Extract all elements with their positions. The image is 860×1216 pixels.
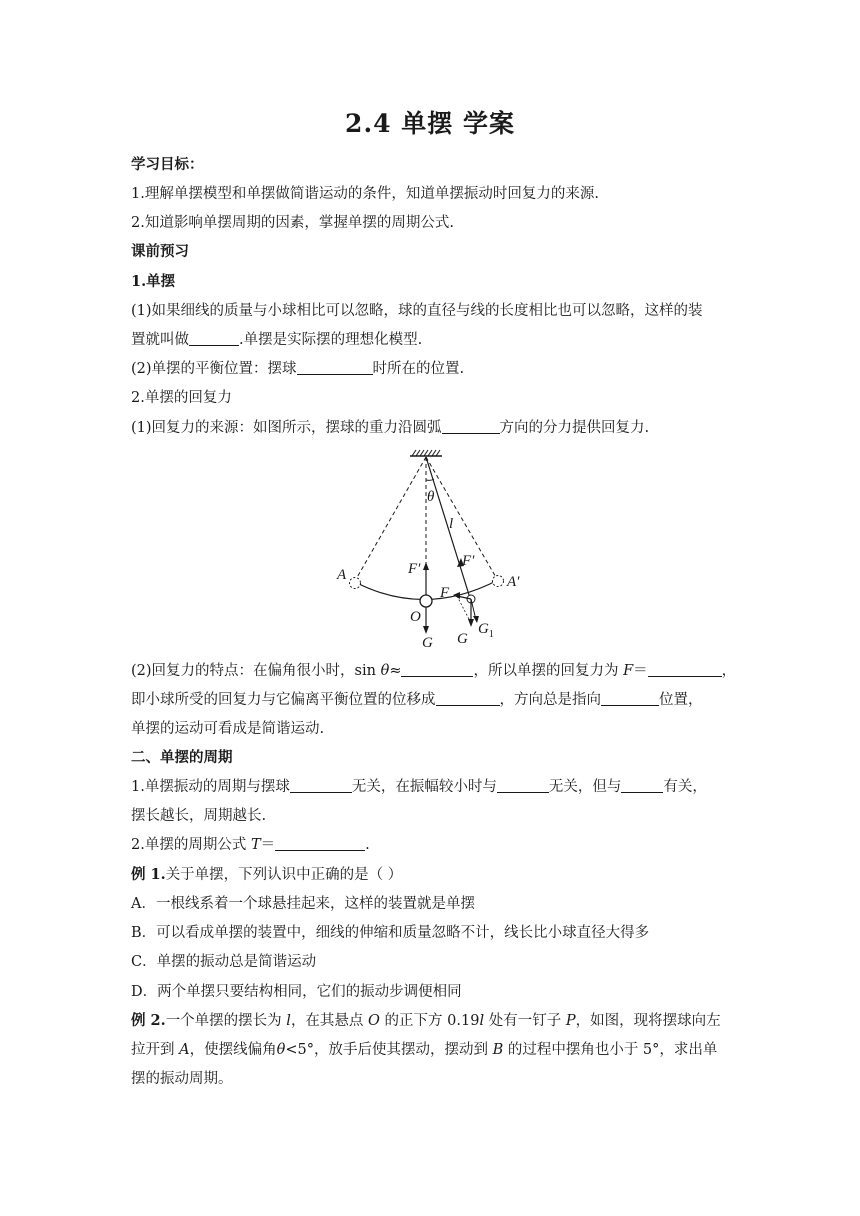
text: 无关，在振幅较小时与 (351, 779, 497, 795)
arrow-f-prime-left (423, 562, 429, 570)
label-l: l (449, 516, 454, 532)
symbol: P (565, 1013, 576, 1029)
label-theta: θ (427, 489, 435, 505)
label-o: O (410, 609, 421, 625)
theta-symbol: θ (380, 663, 390, 679)
paragraph-pendulum-definition-1: (1)如果细线的质量与小球相比可以忽略，球的直径与线的长度相比也可以忽略，这样的装 (131, 303, 703, 319)
text: 置就叫做 (131, 332, 189, 348)
string-solid (426, 457, 470, 598)
fill-blank[interactable] (621, 778, 663, 793)
text: 拉开到 (131, 1042, 180, 1058)
text: 1.单摆振动的周期与摆球 (131, 779, 290, 795)
example-2-line-3: 摆的振动周期。 (131, 1071, 233, 1087)
paragraph-period-1 (131, 777, 731, 797)
symbol: O (368, 1013, 380, 1029)
objective-item-1: 1.理解单摆模型和单摆做简谐运动的条件，知道单摆振动时回复力的来源. (131, 186, 599, 202)
fill-blank[interactable] (189, 331, 239, 346)
text: 即小球所受的回复力与它偏离平衡位置的位移成 (131, 692, 436, 708)
fill-blank[interactable] (401, 662, 473, 677)
ball-position-a (350, 578, 361, 589)
text: 的正下方 0.19 (379, 1013, 480, 1029)
text: ，所以单摆的回复力为 (473, 663, 624, 679)
text: ≈ (389, 663, 402, 679)
text: ＝ (633, 663, 648, 679)
example-1-question (131, 865, 731, 885)
fill-blank[interactable] (601, 691, 659, 706)
text: .单摆是实际摆的理想化模型. (239, 332, 423, 348)
text: 位置， (659, 692, 703, 708)
text: 方向的分力提供回复力. (499, 420, 650, 436)
ball-position-a-prime (493, 576, 504, 587)
text: ＝ (260, 837, 276, 853)
section-restoring-force-heading: 2.单摆的回复力 (131, 390, 232, 406)
paragraph-force-feature-2 (131, 690, 731, 710)
paragraph-period-2: 摆长越长，周期越长. (131, 808, 267, 824)
objective-item-2: 2.知道影响单摆周期的因素，掌握单摆的周期公式. (131, 215, 454, 231)
preview-heading: 课前预习 (131, 243, 189, 260)
text: 无关，但与 (548, 779, 622, 795)
symbol: B (492, 1042, 504, 1058)
fill-blank[interactable] (290, 778, 352, 793)
fill-blank[interactable] (497, 778, 549, 793)
example-2-label: 例 2. (131, 1012, 166, 1029)
period-heading: 二、单摆的周期 (131, 749, 233, 766)
example-2-line-1 (131, 1011, 731, 1031)
symbol: A (179, 1042, 190, 1058)
fill-blank[interactable] (648, 662, 722, 677)
text: (1)回复力的来源：如图所示，摆球的重力沿圆弧 (131, 420, 442, 436)
text: 时所在的位置. (372, 361, 465, 377)
label-a: A (337, 567, 347, 583)
text: ， (721, 663, 737, 679)
period-symbol: T (250, 837, 261, 853)
pendulum-diagram (330, 448, 530, 653)
ball-equilibrium (420, 595, 432, 607)
text: 2.单摆的周期公式 (131, 837, 251, 853)
fill-blank[interactable] (275, 836, 365, 851)
paragraph-equilibrium (131, 359, 731, 379)
option-a[interactable]: A．一根线系着一个球悬挂起来，这样的装置就是单摆 (131, 896, 475, 912)
page-title: 2.4 单摆 学案 (345, 109, 515, 138)
label-a-prime: A′ (507, 574, 520, 590)
option-d[interactable]: D．两个单摆只要结构相同，它们的振动步调便相同 (131, 984, 462, 1000)
text: ，在其悬点 (290, 1013, 369, 1029)
option-b[interactable]: B．可以看成单摆的装置中，细线的伸缩和质量忽略不计，线长比小球直径大得多 (131, 925, 650, 941)
text: ，方向总是指向 (499, 692, 601, 708)
fill-blank[interactable] (297, 360, 373, 375)
pendulum-svg (330, 448, 530, 653)
label-f-prime-right: F′ (462, 553, 475, 569)
objectives-heading: 学习目标： (131, 156, 204, 173)
arrow-f (453, 592, 460, 599)
label-f: F (440, 585, 450, 601)
text: 一个单摆的摆长为 (165, 1013, 287, 1029)
paragraph-pendulum-definition-2 (131, 330, 731, 350)
paragraph-force-feature-1 (131, 661, 737, 681)
label-g-left: G (422, 635, 433, 651)
paragraph-force-source (131, 418, 731, 438)
fill-blank[interactable] (442, 419, 500, 434)
symbol: l (286, 1013, 291, 1029)
arrow-g-left (423, 626, 429, 634)
text: 关于单摆，下列认识中正确的是（ ） (165, 867, 403, 883)
text: (2)单摆的平衡位置：摆球 (131, 361, 297, 377)
label-g1: $G_1$ (478, 621, 494, 640)
paragraph-period-formula (131, 835, 731, 855)
text: 有关， (663, 779, 707, 795)
example-2-line-2 (131, 1040, 731, 1060)
symbol: l (479, 1013, 485, 1029)
ceiling-hatch (412, 450, 440, 456)
text: <5°，放手后使其摆动，摆动到 (285, 1042, 493, 1058)
label-f-prime-left: F′ (408, 561, 421, 577)
fill-blank[interactable] (436, 691, 500, 706)
text: 处有一钉子 (484, 1013, 566, 1029)
text: ，使摆线偏角 (189, 1042, 277, 1058)
text: ，如图，现将摆球向左 (575, 1013, 721, 1029)
text: . (365, 837, 370, 853)
text: (2)回复力的特点：在偏角很小时，sin (131, 663, 381, 679)
section-pendulum-heading: 1.单摆 (131, 273, 176, 290)
option-c[interactable]: C．单摆的振动总是简谐运动 (131, 954, 317, 970)
example-1-label: 例 1. (131, 866, 166, 883)
force-symbol: F (623, 663, 634, 679)
label-g-right: G (457, 631, 468, 647)
text: 的过程中摆角也小于 5°，求出单 (503, 1042, 718, 1058)
symbol: θ (276, 1042, 286, 1058)
paragraph-force-feature-3: 单摆的运动可看成是简谐运动. (131, 721, 325, 737)
